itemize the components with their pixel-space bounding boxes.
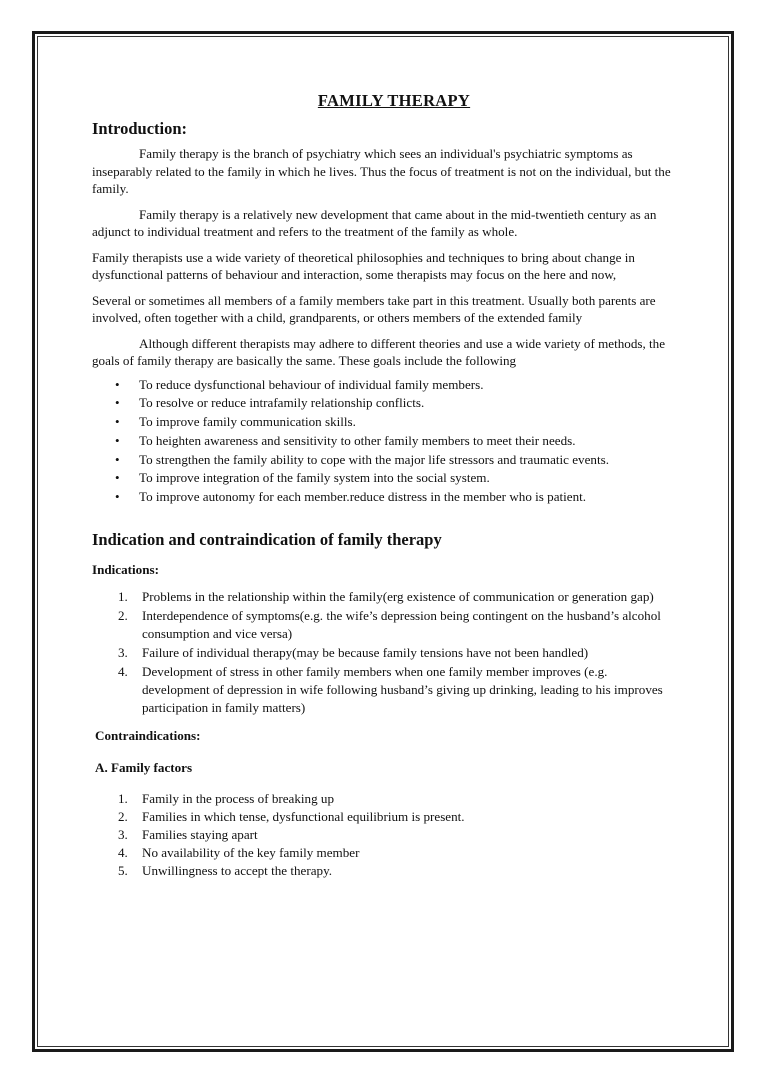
- indications-list: [92, 588, 676, 717]
- intro-paragraph-5: Although different therapists may adhere to different theories and use a wide variety of methods, the goals of family therapy are basically the same. These goals include the following: [92, 335, 666, 368]
- list-item: • To strengthen the family ability to cope with the major life stressors and traumatic events.: [92, 451, 676, 470]
- list-number: 4.: [118, 664, 128, 680]
- list-item: [92, 844, 676, 861]
- list-item: [92, 808, 676, 825]
- list-item: • To resolve or reduce intrafamily relationship conflicts.: [92, 394, 676, 413]
- family-factors-list: [92, 790, 676, 879]
- list-text: Family in the process of breaking up: [142, 791, 335, 807]
- list-item: [92, 588, 676, 606]
- list-item: [92, 644, 676, 662]
- list-number: 2.: [118, 809, 128, 825]
- list-item: • To heighten awareness and sensitivity to other family members to meet their needs.: [92, 432, 676, 451]
- indications-heading: Indications:: [92, 561, 159, 577]
- family-factors-heading: A. Family factors: [95, 759, 193, 775]
- list-number: 1.: [118, 589, 128, 605]
- intro-paragraph-1: Family therapy is the branch of psychiatry which sees an individual's psychiatric symptoms as inseparably related to the family in which he lives. Thus the focus of treatment is not on the individual, but the family.: [92, 146, 671, 196]
- list-text: Failure of individual therapy(may be because family tensions have not been handled): [142, 645, 589, 661]
- document-body: [92, 92, 676, 880]
- list-text: No availability of the key family member: [142, 845, 360, 861]
- list-item: • To improve family communication skills.: [92, 413, 676, 432]
- intro-paragraph-3: Family therapists use a wide variety of theoretical philosophies and techniques to bring about change in dysfunctional patterns of behaviour and interaction, some therapists may focus on the here and now,: [92, 249, 635, 282]
- list-number: 3.: [118, 645, 128, 661]
- intro-paragraph-2: Family therapy is a relatively new development that came about in the mid-twentieth century as an adjunct to individual treatment and refers to the treatment of the family as whole.: [92, 206, 657, 239]
- introduction-heading: Introduction:: [92, 118, 188, 138]
- goals-list: [92, 376, 676, 508]
- list-item: [92, 663, 676, 717]
- contraindications-heading: Contraindications:: [95, 728, 201, 744]
- list-item: [92, 826, 676, 843]
- list-item: • To improve integration of the family system into the social system.: [92, 469, 676, 488]
- list-text: Unwillingness to accept the therapy.: [142, 863, 333, 879]
- list-item: [92, 607, 676, 643]
- list-number: 1.: [118, 791, 128, 807]
- list-text: Families staying apart: [142, 827, 258, 843]
- intro-paragraph-4: Several or sometimes all members of a family members take part in this treatment. Usually both parents are involved, often together with a child, grandparents, or others members of the extended family: [92, 292, 656, 325]
- list-text: Interdependence of symptoms(e.g. the wife’s depression being contingent on the husband’s alcohol consumption and vice versa): [142, 608, 661, 642]
- list-number: 2.: [118, 608, 128, 624]
- list-number: 5.: [118, 863, 128, 879]
- list-item: • To improve autonomy for each member.reduce distress in the member who is patient.: [92, 488, 676, 507]
- list-number: 3.: [118, 827, 128, 843]
- list-text: Problems in the relationship within the family(erg existence of communication or generation gap): [142, 589, 654, 605]
- list-item: [92, 790, 676, 807]
- list-item: • To reduce dysfunctional behaviour of individual family members.: [92, 376, 676, 395]
- document-title: FAMILY THERAPY: [317, 91, 471, 110]
- list-text: Development of stress in other family members when one family member improves (e.g. development of depression in wife following husband’s giving up drinking, leading to his improves participation in family matters): [142, 664, 663, 716]
- list-text: Families in which tense, dysfunctional equilibrium is present.: [142, 809, 465, 825]
- section-heading-indications: Indication and contraindication of family therapy: [92, 530, 442, 550]
- list-item: [92, 862, 676, 879]
- list-number: 4.: [118, 845, 128, 861]
